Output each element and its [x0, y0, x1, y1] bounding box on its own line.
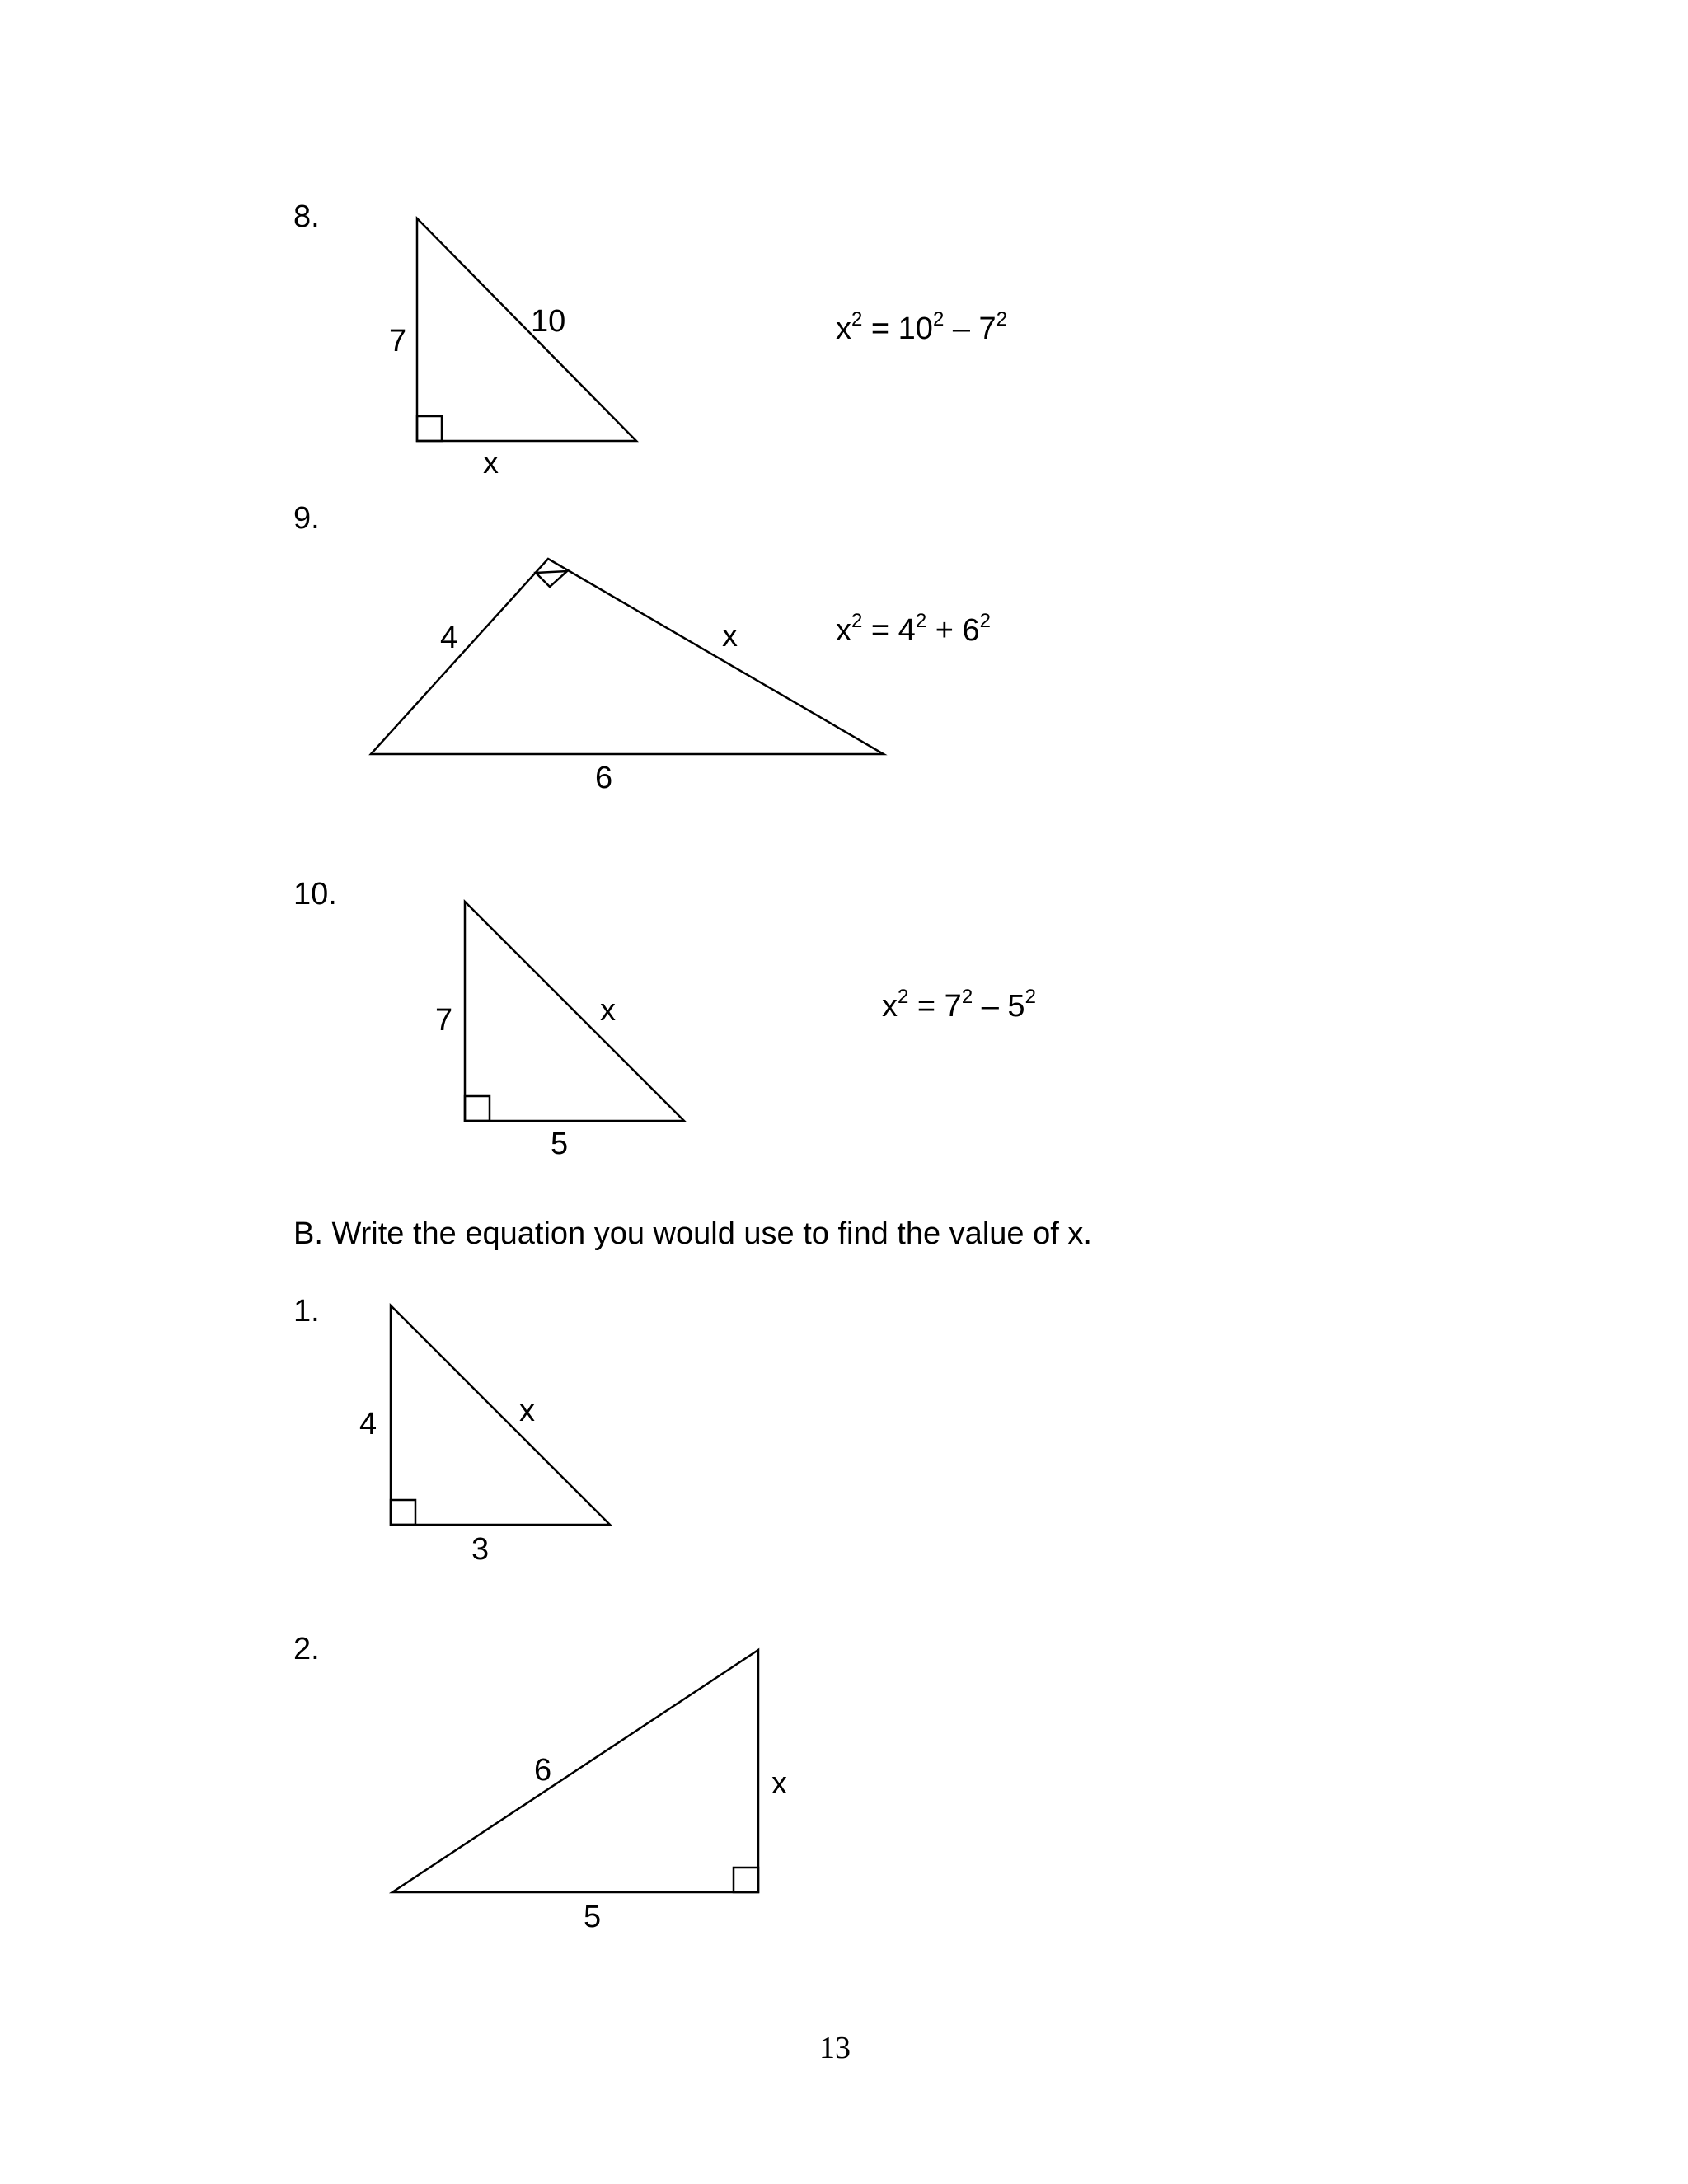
equation-exponent: 2	[915, 610, 927, 632]
equation-term: + 6	[926, 613, 980, 648]
triangle-8-hypotenuse-label: 10	[531, 304, 566, 339]
triangle-problem-10	[435, 902, 684, 1161]
right-angle-marker-10	[465, 1096, 490, 1121]
right-angle-marker-8	[417, 416, 442, 441]
equation-term: x	[836, 613, 851, 648]
triangle-10-base-label: 5	[551, 1127, 569, 1161]
equation-exponent: 2	[996, 308, 1008, 330]
equation-term: = 7	[908, 989, 962, 1024]
section-b-heading: B. Write the equation you would use to find the value of x.	[293, 1216, 1092, 1251]
triangle-b1-base-label: 3	[471, 1532, 490, 1567]
triangle-problem-b2	[392, 1650, 787, 1934]
right-angle-marker-9	[536, 571, 567, 587]
triangle-b1-outline	[391, 1305, 610, 1525]
equation-exponent: 2	[851, 308, 863, 330]
triangle-b1-leg-label: 4	[359, 1407, 377, 1441]
equation-exponent: 2	[979, 610, 991, 632]
triangle-8-leg-label: 7	[389, 324, 407, 359]
equation-exponent: 2	[1025, 986, 1036, 1008]
triangle-10-leg-label: 7	[435, 1003, 453, 1038]
triangle-b2-outline	[392, 1650, 758, 1892]
equation-term: = 4	[862, 613, 916, 648]
problem-number-10: 10.	[293, 877, 337, 912]
triangle-9-outline	[371, 559, 884, 754]
equation-exponent: 2	[961, 986, 973, 1008]
triangle-9-base-label: 6	[595, 761, 613, 795]
equation-exponent: 2	[898, 986, 909, 1008]
page-number: 13	[819, 2031, 851, 2065]
equation-exponent: 2	[851, 610, 863, 632]
triangle-problem-8	[389, 218, 636, 480]
triangle-b2-leg-label: x	[771, 1766, 787, 1801]
triangle-problem-9	[371, 559, 884, 795]
triangle-10-hypotenuse-label: x	[600, 993, 616, 1028]
right-angle-marker-b2	[734, 1868, 758, 1892]
equation-term: – 5	[973, 989, 1025, 1024]
equation-term: = 10	[862, 312, 933, 346]
equation-exponent: 2	[932, 308, 945, 330]
triangle-b1-hypotenuse-label: x	[519, 1394, 535, 1428]
equation-term: x	[836, 312, 851, 346]
equation-term: x	[882, 989, 898, 1024]
problem-number-8: 8.	[293, 199, 320, 234]
problem-number-b2: 2.	[293, 1632, 320, 1666]
triangle-b2-hypotenuse-label: 6	[534, 1753, 552, 1788]
right-angle-marker-b1	[391, 1500, 415, 1525]
triangle-8-base-label: x	[483, 446, 499, 480]
problem-number-9: 9.	[293, 501, 320, 536]
triangle-problem-b1	[359, 1305, 610, 1567]
problem-number-b1: 1.	[293, 1294, 320, 1329]
equation-term: – 7	[944, 312, 996, 346]
triangle-8-outline	[417, 218, 636, 441]
triangle-10-outline	[465, 902, 684, 1121]
triangle-b2-base-label: 5	[584, 1900, 602, 1934]
triangle-9-hypotenuse-label: x	[722, 619, 738, 654]
triangle-9-side-label-4: 4	[440, 621, 458, 655]
